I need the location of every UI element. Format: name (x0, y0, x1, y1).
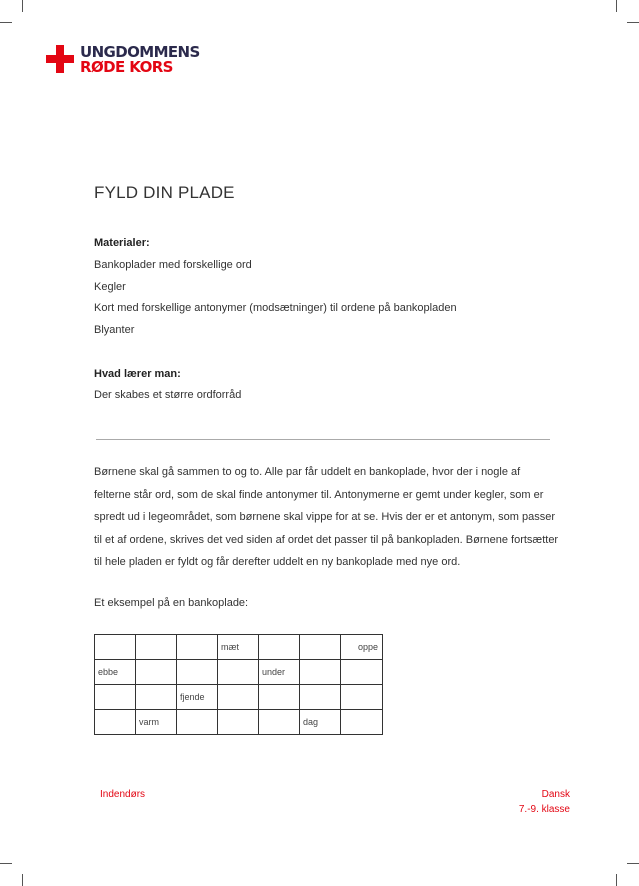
board-row (95, 635, 383, 660)
materials-item: Kegler (94, 281, 126, 293)
crop-mark-top-right-h (627, 22, 639, 23)
crop-mark-top-left (22, 0, 23, 12)
crop-mark-bottom-left-h (0, 863, 12, 864)
board-cell (136, 635, 177, 660)
materials-heading: Materialer: (94, 237, 150, 249)
description-line: til et af ordene, skrives det ved siden af ordet det passer til på bankopladen. Børnene fortsætter (94, 533, 559, 546)
board-cell: under (259, 660, 300, 685)
description (94, 461, 558, 574)
board-cell: dag (300, 710, 341, 735)
board-row (95, 685, 383, 710)
brand-name-line1: UNGDOMMENS (80, 43, 200, 61)
description-line: Børnene skal gå sammen to og to. Alle par får uddelt en bankoplade, hvor der i nogle af (94, 466, 521, 478)
crop-mark-bottom-right-h (627, 863, 639, 864)
board-cell (218, 710, 259, 735)
crop-mark-top-right (616, 0, 617, 12)
brand-name-line2: RØDE KORS (80, 58, 173, 76)
example-label: Et eksempel på en bankoplade: (94, 597, 249, 609)
description-line: til hele pladen er fyldt og får derefter uddelt en ny bankoplade med nye ord. (94, 556, 461, 568)
board-cell (259, 685, 300, 710)
crop-mark-bottom-right (616, 874, 617, 886)
board-cell (95, 635, 136, 660)
footer-grade: 7.-9. klasse (518, 804, 570, 815)
board-cell (136, 685, 177, 710)
materials-item: Kort med forskellige antonymer (modsætninger) til ordene på bankopladen (94, 302, 457, 314)
footer-category: Indendørs (100, 789, 146, 800)
board-cell (136, 660, 177, 685)
footer-subject: Dansk (541, 789, 570, 800)
board-cell (177, 710, 218, 735)
board-cell: oppe (341, 635, 383, 660)
board-cell (259, 635, 300, 660)
page-title: FYLD DIN PLADE (94, 183, 235, 202)
learning-text: Der skabes et større ordforråd (94, 389, 242, 401)
board-cell (341, 660, 383, 685)
board-cell (341, 685, 383, 710)
board-cell (177, 660, 218, 685)
board-cell (95, 710, 136, 735)
description-line: spredt ud i legeområdet, som børnene skal vippe for at se. Hvis der er et antonym, som passer (94, 511, 555, 523)
board-row (95, 660, 383, 685)
board-cell: mæt (218, 635, 259, 660)
board-cell (95, 685, 136, 710)
materials-item: Blyanter (94, 324, 135, 336)
board-cell (300, 635, 341, 660)
board-cell (218, 685, 259, 710)
board-cell: fjende (177, 685, 218, 710)
learning-heading: Hvad lærer man: (94, 368, 181, 380)
board-row (95, 710, 383, 735)
crop-mark-bottom-left (22, 874, 23, 886)
bingo-board (94, 634, 383, 735)
crop-mark-top-left-h (0, 22, 12, 23)
materials-item: Bankoplader med forskellige ord (94, 259, 252, 271)
divider (96, 439, 550, 440)
board-cell (300, 660, 341, 685)
board-cell (218, 660, 259, 685)
board-cell (177, 635, 218, 660)
board-cell (341, 710, 383, 735)
description-line: felterne står ord, som de skal finde antonymer til. Antonymerne er gemt under kegler, som er (94, 488, 544, 501)
board-cell (300, 685, 341, 710)
board-cell: varm (136, 710, 177, 735)
board-cell (259, 710, 300, 735)
board-cell: ebbe (95, 660, 136, 685)
